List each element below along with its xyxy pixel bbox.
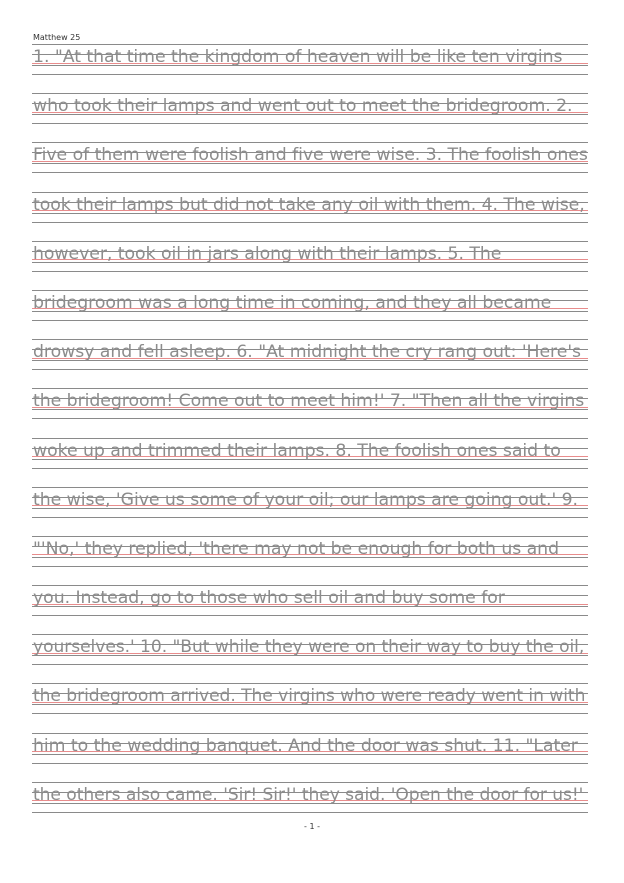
trace-text: 1. "At that time the kingdom of heaven will be like ten virgins	[33, 47, 563, 67]
descender-rule	[32, 74, 588, 75]
trace-text: woke up and trimmed their lamps. 8. The foolish ones said to	[33, 440, 561, 461]
writing-line	[32, 733, 588, 782]
descender-rule	[32, 615, 588, 616]
trace-text: you. Instead, go to those who sell oil and buy some for	[33, 588, 505, 609]
writing-line	[32, 683, 588, 732]
trace-text: the wise, 'Give us some of your oil; our lamps are going out.' 9.	[33, 489, 578, 510]
writing-line	[32, 142, 588, 191]
descender-rule	[32, 566, 588, 567]
descender-rule	[32, 271, 588, 272]
trace-text: took their lamps but did not take any oil with them. 4. The wise,	[33, 194, 585, 215]
descender-rule	[32, 517, 588, 518]
trace-text: "'No,' they replied, 'there may not be enough for both us and	[33, 538, 559, 559]
writing-line	[32, 290, 588, 339]
writing-line	[32, 487, 588, 536]
descender-rule	[32, 812, 588, 813]
writing-line	[32, 585, 588, 634]
descender-rule	[32, 713, 588, 714]
trace-text: yourselves.' 10. "But while they were on their way to buy the oil,	[33, 637, 585, 658]
descender-rule	[32, 172, 588, 173]
writing-line	[32, 634, 588, 683]
writing-line	[32, 339, 588, 388]
writing-line	[32, 192, 588, 241]
trace-text: the bridegroom arrived. The virgins who were ready went in with	[33, 686, 586, 707]
trace-text: however, took oil in jars along with their lamps. 5. The	[33, 243, 502, 264]
descender-rule	[32, 468, 588, 469]
writing-line	[32, 241, 588, 290]
descender-rule	[32, 664, 588, 665]
descender-rule	[32, 123, 588, 124]
writing-line	[32, 44, 588, 93]
writing-line	[32, 438, 588, 487]
descender-rule	[32, 320, 588, 321]
descender-rule	[32, 763, 588, 764]
descender-rule	[32, 222, 588, 223]
trace-text: who took their lamps and went out to meet the bridegroom. 2.	[33, 96, 573, 117]
writing-line	[32, 93, 588, 142]
page-title: Matthew 25	[33, 33, 81, 42]
writing-line	[32, 388, 588, 437]
trace-text: bridegroom was a long time in coming, and they all became	[33, 292, 552, 313]
page-number: - 1 -	[304, 822, 320, 831]
trace-text: the others also came. 'Sir! Sir!' they said. 'Open the door for us!'	[33, 784, 584, 805]
trace-text: the bridegroom! Come out to meet him!' 7. "Then all the virgins	[33, 391, 585, 412]
writing-line	[32, 536, 588, 585]
trace-text: drowsy and fell asleep. 6. "At midnight the cry rang out: 'Here's	[33, 342, 581, 363]
trace-text: Five of them were foolish and five were wise. 3. The foolish ones	[33, 145, 588, 166]
descender-rule	[32, 369, 588, 370]
trace-text: him to the wedding banquet. And the door was shut. 11. "Later	[33, 735, 578, 756]
handwriting-worksheet	[32, 44, 588, 831]
descender-rule	[32, 418, 588, 419]
